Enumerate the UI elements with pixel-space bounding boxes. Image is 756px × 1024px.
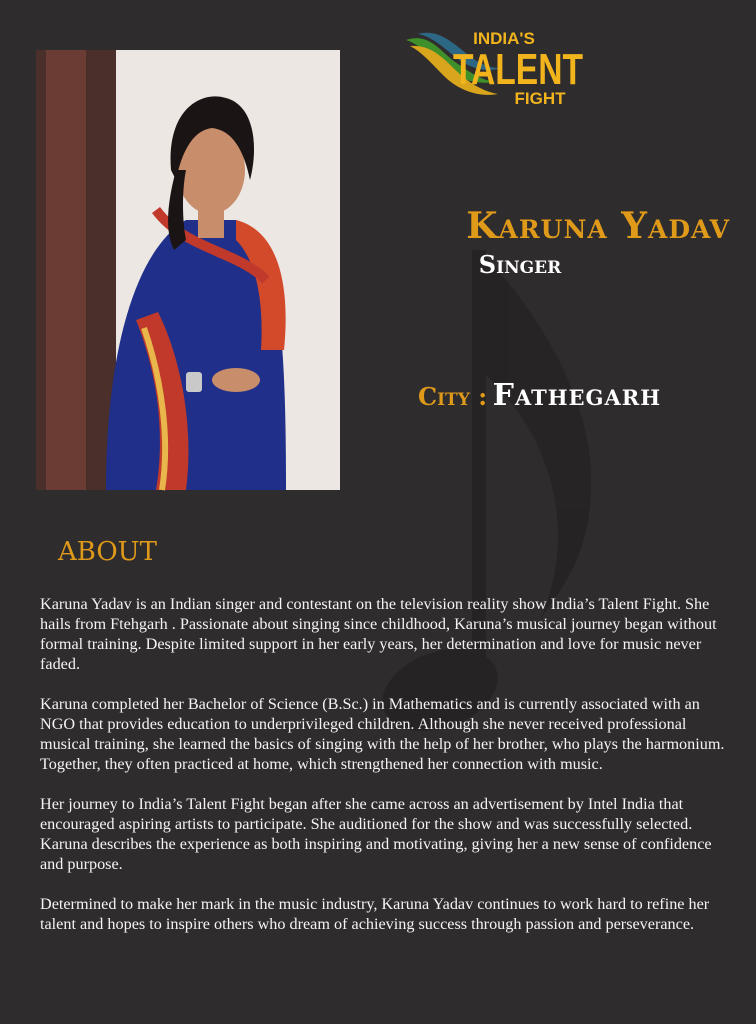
profile-photo	[36, 50, 340, 490]
logo-text-talent: TALENT	[453, 45, 584, 94]
contestant-name: Karuna Yadav	[466, 205, 730, 247]
city-label: City :	[418, 382, 488, 411]
about-section	[40, 594, 736, 954]
contestant-role: Singer	[478, 250, 562, 279]
logo-text-fight: FIGHT	[514, 89, 566, 108]
city-value: Fathegarh	[492, 378, 662, 413]
city-row	[418, 378, 661, 413]
about-paragraph: Karuna Yadav is an Indian singer and contestant on the television reality show India’s Talent Fight. She hails from Ftehgarh . Passionate about singing since childhood, Karuna’s musical journey began without formal training. Despite limited support in her early years, her determination and love for music never faded.	[40, 595, 717, 673]
about-paragraph: Determined to make her mark in the music industry, Karuna Yadav continues to work hard to refine her talent and hopes to inspire others who dream of achieving success through passion and perseverance.	[40, 895, 710, 933]
about-paragraph: Karuna completed her Bachelor of Science (B.Sc.) in Mathematics and is currently associated with an NGO that provides education to underprivileged children. Although she never received professional musical training, she learned the basics of singing with the help of her brother, who plays the harmonium. Together, they often practiced at home, which strengthened her connection with music.	[40, 695, 725, 773]
logo-text-indias: INDIA'S	[473, 29, 535, 48]
indias-talent-fight-logo	[400, 22, 600, 112]
about-heading: ABOUT	[58, 537, 157, 567]
about-paragraph: Her journey to India’s Talent Fight began after she came across an advertisement by Intel India that encouraged aspiring artists to participate. She auditioned for the show and was successfully selected. Karuna describes the experience as both inspiring and motivating, giving her a new sense of confidence and purpose.	[40, 795, 712, 873]
